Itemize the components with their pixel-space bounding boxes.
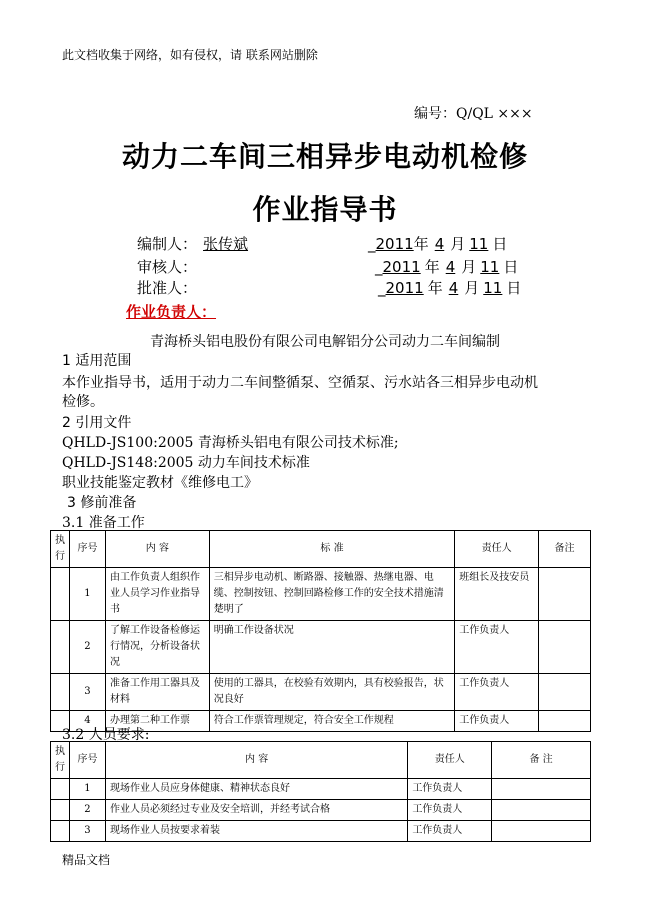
signature-label: 编制人： [137, 235, 198, 253]
col-note: 备 注 [492, 742, 591, 779]
date-reviewer [375, 256, 518, 277]
note-cell [492, 821, 591, 842]
section1-text-line2: 检修。 [62, 394, 104, 410]
personnel-table [50, 741, 591, 842]
reference-item: QHLD-JS100:2005 青海桥头铝电有限公司技术标准; [62, 435, 399, 451]
date-day: 11 [469, 235, 489, 253]
table-row [51, 674, 591, 711]
reference-item: QHLD-JS148:2005 动力车间技术标准 [62, 455, 310, 471]
content-cell: 准备工作用工器具及材料 [105, 674, 209, 711]
content-cell: 由工作负责人组织作业人员学习作业指导书 [105, 568, 209, 621]
seq-cell: 3 [70, 821, 106, 842]
table-header-row [51, 531, 591, 568]
table-row [51, 568, 591, 621]
seq-cell: 2 [70, 800, 106, 821]
signature-reviewer [137, 256, 245, 277]
section2-heading: 2 引用文件 [62, 415, 132, 431]
col-content: 内 容 [105, 742, 407, 779]
owner-cell: 工作负责人 [455, 674, 539, 711]
col-owner: 责任人 [455, 531, 539, 568]
date-year-char: 年 [413, 235, 429, 253]
page-title: 动力二车间三相异步电动机检修 [121, 140, 528, 173]
col-standard: 标 准 [209, 531, 454, 568]
owner-cell: 工作负责人 [408, 821, 492, 842]
owner-cell: 工作负责人 [408, 779, 492, 800]
owner-cell: 班组长及技安员 [455, 568, 539, 621]
note-cell [539, 711, 591, 732]
note-cell [492, 800, 591, 821]
owner-cell: 工作负责人 [408, 800, 492, 821]
note-cell [539, 621, 591, 674]
content-cell: 现场作业人员应身体健康、精神状态良好 [105, 779, 407, 800]
owner-cell: 工作负责人 [455, 711, 539, 732]
responsible-label: 作业负责人： [126, 303, 217, 321]
exec-cell [51, 821, 70, 842]
col-content: 内 容 [105, 531, 209, 568]
col-seq: 序号 [70, 742, 106, 779]
date-day-char: 日 [492, 235, 508, 253]
date-day: 11 [483, 279, 503, 297]
section3-heading: 3 修前准备 [67, 495, 137, 511]
date-prefix: _ [375, 258, 383, 276]
responsible-person [126, 301, 230, 322]
exec-cell [51, 674, 70, 711]
seq-cell: 3 [70, 674, 106, 711]
date-day-char: 日 [503, 258, 519, 276]
date-prefix: _ [368, 235, 376, 253]
section3-sub2: 3.2 人员要求: [62, 727, 150, 743]
date-year: 2011 [375, 235, 414, 253]
exec-cell [51, 621, 70, 674]
col-note: 备注 [539, 531, 591, 568]
section1-text-line1: 本作业指导书，适用于动力二车间整循泵、空循泵、污水站各三相异步电动机 [62, 375, 538, 391]
seq-cell: 2 [70, 621, 106, 674]
org-line: 青海桥头铝电股份有限公司电解铝分公司动力二车间编制 [150, 334, 500, 350]
seq-cell: 1 [70, 779, 106, 800]
col-owner: 责任人 [408, 742, 492, 779]
reference-item: 职业技能鉴定教材《维修电工》 [62, 475, 258, 491]
exec-cell [51, 800, 70, 821]
date-month: 4 [445, 258, 456, 276]
date-prefix: _ [378, 279, 386, 297]
note-cell [492, 779, 591, 800]
content-cell: 作业人员必须经过专业及安全培训，并经考试合格 [105, 800, 407, 821]
section3-sub1: 3.1 准备工作 [62, 515, 145, 531]
footer-note: 精品文档 [62, 853, 111, 867]
date-year: 2011 [385, 279, 424, 297]
content-cell: 办理第二种工作票 [105, 711, 209, 732]
owner-cell: 工作负责人 [455, 621, 539, 674]
note-cell [539, 568, 591, 621]
col-exec: 执行 [51, 742, 70, 779]
date-day-char: 日 [506, 279, 522, 297]
exec-cell [51, 568, 70, 621]
signature-approver [137, 277, 237, 298]
seq-cell: 1 [70, 568, 106, 621]
signature-label: 审核人： [137, 258, 198, 276]
date-year: 2011 [382, 258, 421, 276]
col-exec: 执行 [51, 531, 70, 568]
exec-cell [51, 779, 70, 800]
col-seq: 序号 [70, 531, 106, 568]
table-row [51, 800, 591, 821]
section1-heading: 1 适用范围 [62, 353, 132, 369]
table-row [51, 621, 591, 674]
date-day: 11 [480, 258, 500, 276]
signature-compiler [137, 233, 275, 254]
standard-cell: 使用的工器具，在校验有效期内，具有校验报告，状况良好 [209, 674, 454, 711]
table-row [51, 821, 591, 842]
date-month-char: 月 [450, 235, 466, 253]
date-year-char: 年 [427, 279, 443, 297]
note-cell [539, 674, 591, 711]
signature-label: 批准人： [137, 279, 198, 297]
date-approver [378, 277, 521, 298]
date-year-char: 年 [424, 258, 440, 276]
date-compiler [368, 233, 507, 254]
table-header-row [51, 742, 591, 779]
date-month-char: 月 [464, 279, 480, 297]
content-cell: 了解工作设备检修运行情况，分析设备状况 [105, 621, 209, 674]
seq-cell: 4 [70, 711, 106, 732]
standard-cell: 明确工作设备状况 [209, 621, 454, 674]
signature-name: 张传斌 [203, 235, 249, 253]
table-row [51, 779, 591, 800]
preparation-table [50, 530, 591, 732]
date-month: 4 [448, 279, 459, 297]
header-note: 此文档收集于网络，如有侵权，请 联系网站删除 [62, 48, 318, 62]
document-number: 编号：Q/QL ××× [414, 106, 533, 122]
page-subtitle: 作业指导书 [252, 193, 398, 226]
content-cell: 现场作业人员按要求着装 [105, 821, 407, 842]
standard-cell: 符合工作票管理规定，符合安全工作规程 [209, 711, 454, 732]
standard-cell: 三相异步电动机、断路器、接触器、热继电器、电缆、控制按钮、控制回路检修工作的安全技术措施清楚明了 [209, 568, 454, 621]
date-month: 4 [434, 235, 445, 253]
date-month-char: 月 [461, 258, 477, 276]
